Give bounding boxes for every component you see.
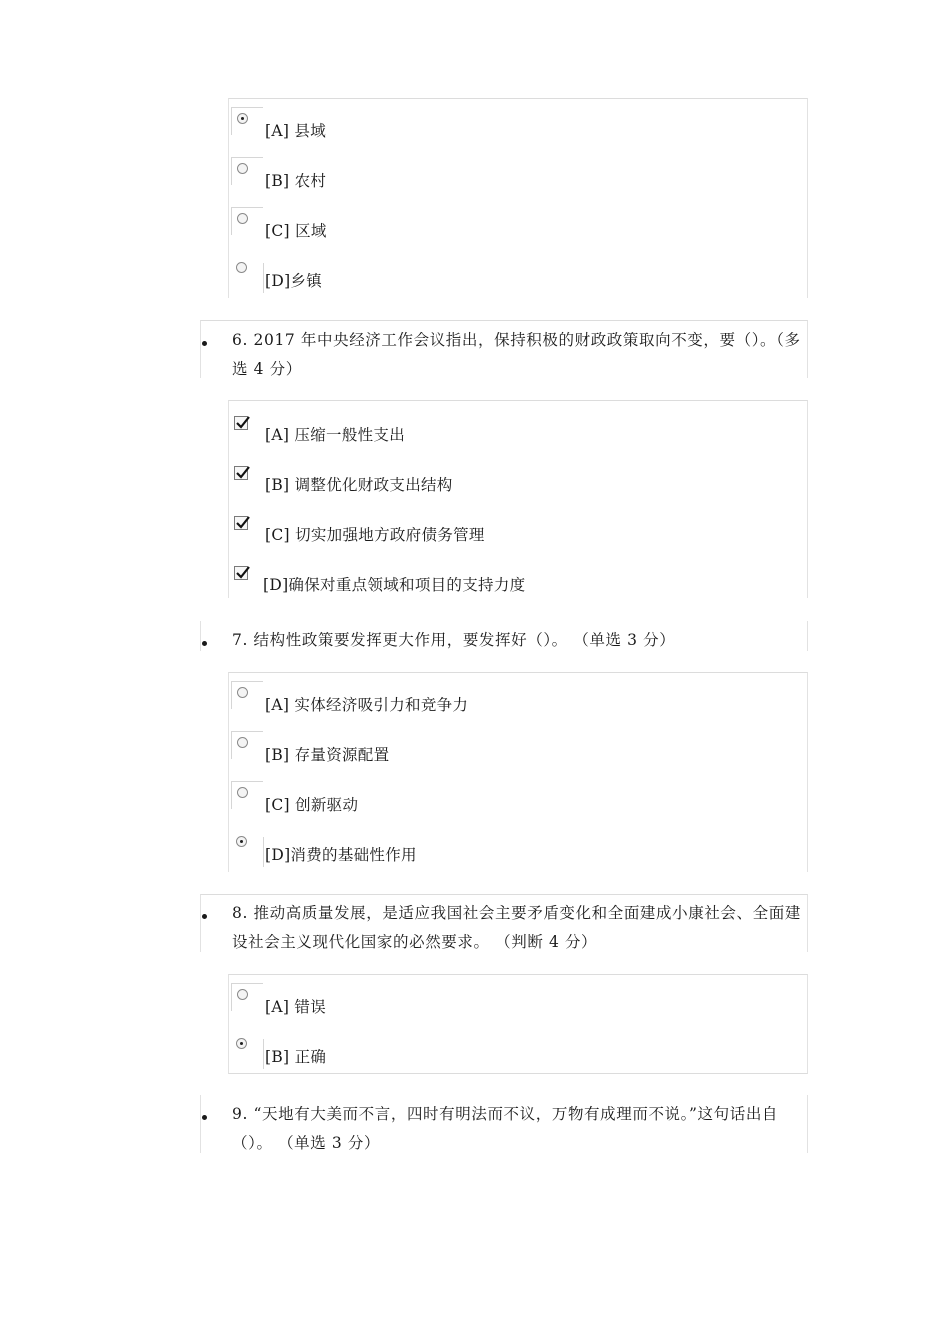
- checkbox-checked-icon[interactable]: [234, 516, 248, 530]
- option-label: [D]确保对重点领域和项目的支持力度: [263, 576, 526, 594]
- q7-option-c[interactable]: [229, 781, 789, 819]
- option-label: [A] 错误: [265, 998, 327, 1016]
- divider: [263, 1039, 264, 1069]
- option-frame: [231, 257, 263, 285]
- option-label: [B] 农村: [265, 172, 327, 190]
- radio-icon[interactable]: [237, 737, 248, 748]
- option-frame: [231, 561, 263, 589]
- option-label: [B] 调整优化财政支出结构: [265, 476, 453, 494]
- q8-option-a[interactable]: [229, 983, 789, 1021]
- radio-icon[interactable]: [237, 687, 248, 698]
- bullet-icon: [202, 914, 207, 919]
- option-frame: [231, 731, 263, 759]
- q5-option-a[interactable]: [229, 107, 789, 145]
- option-label: [D]消费的基础性作用: [265, 846, 417, 864]
- option-frame: [231, 207, 263, 235]
- bullet-icon: [202, 641, 207, 646]
- radio-icon[interactable]: [237, 989, 248, 1000]
- option-label: [D]乡镇: [265, 272, 323, 290]
- option-frame: [231, 107, 263, 135]
- radio-icon[interactable]: [237, 213, 248, 224]
- q5-option-c[interactable]: [229, 207, 789, 245]
- q7-options: [228, 672, 808, 872]
- q7-option-d[interactable]: [229, 831, 789, 869]
- option-frame: [231, 831, 263, 859]
- option-label: [A] 压缩一般性支出: [265, 426, 406, 444]
- option-frame: [231, 461, 263, 489]
- radio-icon[interactable]: [236, 262, 247, 273]
- radio-selected-icon[interactable]: [237, 113, 248, 124]
- checkbox-checked-icon[interactable]: [234, 416, 248, 430]
- q5-option-b[interactable]: [229, 157, 789, 195]
- option-label: [C] 切实加强地方政府债务管理: [265, 526, 485, 544]
- bullet-icon: [202, 1115, 207, 1120]
- q6-option-c[interactable]: [229, 511, 789, 549]
- radio-icon[interactable]: [237, 787, 248, 798]
- q7-text: 7. 结构性政策要发挥更大作用，要发挥好（）。 （单选 3 分）: [232, 631, 676, 649]
- option-frame: [231, 411, 263, 439]
- option-frame: [231, 1033, 263, 1061]
- option-frame: [231, 983, 263, 1011]
- option-label: [B] 存量资源配置: [265, 746, 390, 764]
- q6-option-a[interactable]: [229, 411, 789, 449]
- q5-options: [228, 98, 808, 298]
- q6-text: 6. 2017 年中央经济工作会议指出，保持积极的财政政策取向不变，要（）。（多选 4 分）: [232, 331, 801, 378]
- q7-option-b[interactable]: [229, 731, 789, 769]
- q8-option-b[interactable]: [229, 1033, 789, 1071]
- checkbox-checked-icon[interactable]: [234, 566, 248, 580]
- divider: [263, 837, 264, 867]
- q5-option-d[interactable]: [229, 257, 789, 295]
- radio-icon[interactable]: [237, 163, 248, 174]
- q6-options: [228, 400, 808, 598]
- q6-option-d[interactable]: [229, 561, 789, 599]
- option-label: [B] 正确: [265, 1048, 327, 1066]
- q9-text: 9. “天地有大美而不言，四时有明法而不议，万物有成理而不说。”这句话出自（）。 （单选 3 分）: [232, 1105, 779, 1152]
- q8-options: [228, 974, 808, 1074]
- checkbox-checked-icon[interactable]: [234, 466, 248, 480]
- option-label: [A] 实体经济吸引力和竞争力: [265, 696, 469, 714]
- radio-selected-icon[interactable]: [236, 836, 247, 847]
- bullet-icon: [202, 341, 207, 346]
- option-label: [A] 县域: [265, 122, 327, 140]
- q6-option-b[interactable]: [229, 461, 789, 499]
- radio-selected-icon[interactable]: [236, 1038, 247, 1049]
- option-frame: [231, 681, 263, 709]
- q8-text: 8. 推动高质量发展，是适应我国社会主要矛盾变化和全面建成小康社会、全面建设社会主义现代化国家的必然要求。 （判断 4 分）: [232, 904, 801, 951]
- divider: [263, 263, 264, 293]
- option-frame: [231, 511, 263, 539]
- q7-option-a[interactable]: [229, 681, 789, 719]
- option-label: [C] 创新驱动: [265, 796, 359, 814]
- option-label: [C] 区域: [265, 222, 327, 240]
- option-frame: [231, 781, 263, 809]
- option-frame: [231, 157, 263, 185]
